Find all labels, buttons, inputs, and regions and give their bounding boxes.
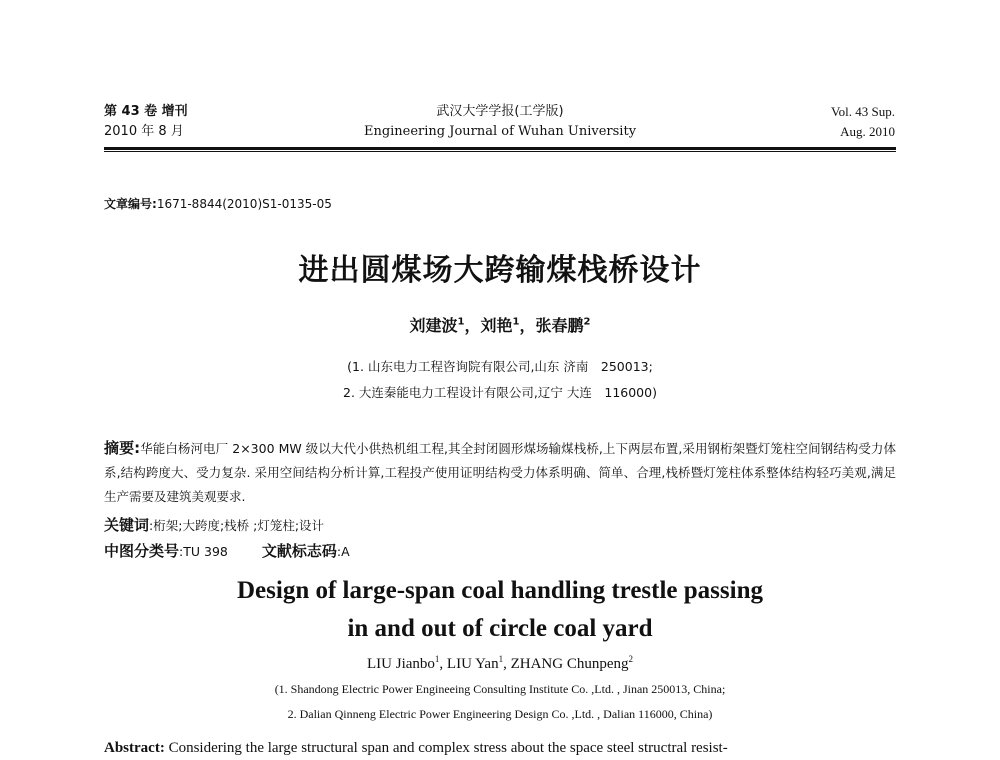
author-name: 张春鹏 — [535, 316, 584, 335]
abstract-cn-label: 摘要: — [104, 439, 141, 457]
article-number-label: 文章编号: — [104, 197, 157, 211]
affiliation-en-2: 2. Dalian Qinneng Electric Power Engineering Design Co. ,Ltd. , Dalian 116000, China) — [287, 707, 713, 721]
journal-name-cn: 武汉大学学报(工学版) — [436, 104, 564, 119]
author-affiliation-mark: 2 — [628, 654, 633, 664]
clc-value: :TU 398 — [179, 544, 228, 559]
abstract-en — [104, 740, 728, 757]
keywords-text: :桁架;大跨度;栈桥 ;灯笼柱;设计 — [149, 518, 325, 533]
abstract-cn — [104, 436, 896, 509]
journal-name-en: Engineering Journal of Wuhan University — [363, 124, 637, 139]
abstract-en-label: Abstract: — [104, 740, 165, 756]
paper-title-cn: 进出圆煤场大跨输煤栈桥设计 — [298, 253, 702, 288]
abstract-en-text: Considering the large structural span and complex stress about the space steel structral resist- — [164, 740, 728, 756]
doc-code-value: :A — [336, 544, 350, 559]
author-separator: , — [439, 656, 447, 672]
authors-cn — [0, 313, 1000, 336]
header-rule-thin — [104, 151, 896, 152]
classification — [104, 540, 350, 561]
abstract-cn-text: 华能白杨河电厂 2×300 MW 级以大代小供热机组工程,其全封闭圆形煤场输煤栈桥,上下两层布置,采用钢桁架暨灯笼柱空间钢结构受力体系,结构跨度大、受力复杂. 采用空间结构分析计算,工程投产使用证明结构受力体系明确、简单、合理,栈桥暨灯笼柱体系整体结构轻巧美观,满足生产需要及建筑美观要求. — [104, 441, 896, 504]
author-separator: , — [503, 656, 511, 672]
article-number — [104, 195, 332, 212]
issue-date-en: Aug. 2010 — [840, 124, 895, 139]
author-affiliation-mark: 1 — [512, 316, 520, 328]
affiliation-cn-1: (1. 山东电力工程咨询院有限公司,山东 济南 250013; — [347, 359, 653, 374]
author-affiliation-mark: 1 — [498, 654, 504, 664]
author-affiliation-mark: 2 — [583, 316, 591, 328]
author-name-en: ZHANG Chunpeng — [510, 656, 629, 672]
author-name: 刘建波 — [409, 316, 458, 335]
affiliation-cn-2: 2. 大连秦能电力工程设计有限公司,辽宁 大连 116000) — [343, 385, 657, 400]
author-affiliation-mark: 1 — [434, 654, 440, 664]
paper-title-en-line2: in and out of circle coal yard — [347, 615, 653, 642]
keywords — [104, 514, 324, 535]
doc-code-label: 文献标志码 — [261, 542, 337, 560]
author-name-en: LIU Jianbo — [367, 656, 435, 672]
volume-issue: 第 43 卷 增刊 — [104, 104, 188, 119]
author-affiliation-mark: 1 — [457, 316, 465, 328]
author-name: 刘艳 — [480, 316, 513, 335]
volume-issue-en: Vol. 43 Sup. — [830, 104, 895, 119]
authors-en — [0, 654, 1000, 673]
article-number-value: 1671-8844(2010)S1-0135-05 — [156, 197, 332, 211]
affiliation-en-1: (1. Shandong Electric Power Engineeing Consulting Institute Co. ,Ltd. , Jinan 250013, China; — [274, 682, 726, 696]
author-separator: ， — [519, 316, 536, 335]
author-name-en: LIU Yan — [446, 656, 499, 672]
author-separator: ， — [464, 316, 481, 335]
journal-volume-info-en — [831, 102, 895, 142]
clc-label: 中图分类号 — [104, 542, 180, 560]
paper-title-en-line1: Design of large-span coal handling trestle passing — [237, 577, 763, 604]
keywords-label: 关键词 — [104, 516, 150, 534]
issue-date: 2010 年 8 月 — [104, 124, 184, 139]
header-rule-thick — [104, 147, 896, 150]
